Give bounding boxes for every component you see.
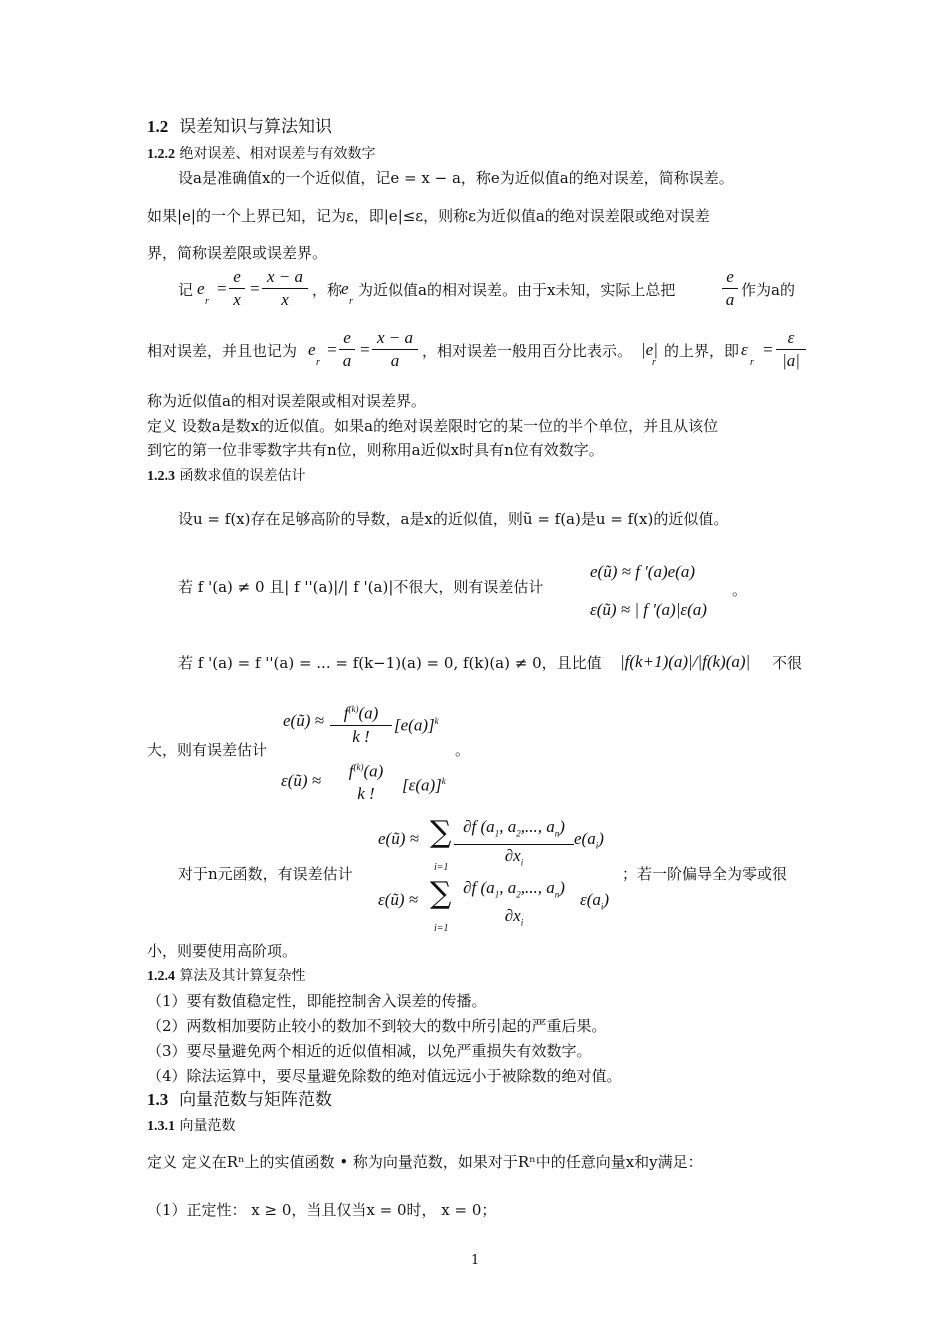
text-bu-hen: 不很	[772, 654, 803, 672]
section-heading-1-2-4: 1.2.4 算法及其计算复杂性	[147, 968, 306, 984]
math-eq: =	[326, 340, 338, 359]
fraction-fk-over-kfact: $f^{(k)}(a)$ k !	[348, 761, 384, 803]
section-heading-1-3-1: 1.3.1 向量范数	[147, 1118, 236, 1134]
math-eq: =	[249, 279, 261, 298]
paragraph-vector-norm-definition: 定义 定义在Rⁿ上的实值函数 • 称为向量范数，如果对于Rⁿ中的任意向量x和y满足：	[147, 1153, 703, 1171]
math-sub-r: r	[750, 357, 754, 368]
math-eps-u: ε(ũ) ≈	[281, 771, 322, 790]
fraction-x-minus-a-over-a: x − a a	[372, 327, 418, 372]
text-zuowei: 作为a的	[741, 281, 795, 299]
list-item: （4）除法运算中，要尽量避免除数的绝对值远远小于被除数的绝对值。	[147, 1067, 622, 1085]
page-number: 1	[471, 1253, 480, 1268]
section-heading-1-3: 1.3 向量范数与矩阵范数	[147, 1090, 333, 1110]
math-eps-u: ε(ũ) ≈	[378, 890, 419, 909]
math-eq: =	[216, 279, 228, 298]
math-eps-ai: $\varepsilon(a_i)$	[580, 890, 610, 912]
paragraph-error-bound-cont: 界，简称误差限或误差界。	[147, 244, 328, 262]
text-first-partial-zero: ；若一阶偏导全为零或很	[622, 865, 788, 883]
text-period: 。	[455, 741, 471, 759]
equation-error-bound-1: ε(ũ) ≈ | f '(a)|ε(a)	[590, 600, 707, 619]
paragraph-first-order: 若 f '(a) ≠ 0 且| f ''(a)|/| f '(a)|不很大，则有误差估计	[178, 578, 544, 596]
math-abs-er: |e|	[641, 340, 658, 359]
paragraph-multivariate: 对于n元函数，有误差估计	[178, 865, 353, 883]
math-eq: =	[762, 340, 774, 359]
math-eq: =	[359, 340, 371, 359]
paragraph-significant-digits: 定义 设数a是数x的近似值。如果a的绝对误差限时它的某一位的半个单位，并且从该位	[147, 417, 719, 435]
text-relative-error-2: 相对误差，并且也记为	[147, 342, 298, 360]
math-derivative-ratio: |f(k+1)(a)|/|f(k)(a)|	[620, 652, 751, 671]
text-ji: 记	[178, 281, 194, 299]
equation-error-estimate-1: e(ũ) ≈ f '(a)e(a)	[590, 562, 695, 581]
fraction-partial-derivative: ∂f ($a_1$, $a_2$,..., $a_n$) $\partial x_i$	[463, 878, 565, 928]
list-item: （1）要有数值稳定性，即能控制舍入误差的传播。	[147, 992, 487, 1010]
fraction-x-minus-a-over-x: x − a x	[262, 266, 308, 311]
text-cheng: ，称	[312, 281, 343, 299]
text-relative-error: 为近似值a的相对误差。由于x未知，实际上总把	[358, 281, 676, 299]
math-er: e	[197, 279, 205, 298]
fraction-eps-over-abs-a: ε |a|	[776, 327, 806, 372]
math-bracket-e: $[e(a)]^k$	[394, 715, 439, 735]
math-e-ai: $e(a_i)$	[574, 829, 604, 851]
fraction-e-over-x: e x	[229, 266, 245, 311]
paragraph-higher-order: 若 f '(a) = f ''(a) = ... = f(k−1)(a) = 0, f(k)(a) ≠ 0，且比值	[178, 654, 602, 672]
summation-index: i=1	[434, 862, 449, 873]
paragraph-relative-error-bound: 称为近似值a的相对误差限或相对误差界。	[147, 392, 426, 410]
math-er: e	[308, 340, 316, 359]
text-period: 。	[732, 581, 748, 599]
math-bracket-eps: $[\varepsilon(a)]^k$	[402, 775, 446, 795]
text-upper-bound: 的上界，即	[664, 342, 740, 360]
fraction-partial-derivative: ∂f ($a_1$, $a_2$,..., $a_n$) $\partial x_i$	[454, 816, 574, 874]
text-percent: ，相对误差一般用百分比表示。	[422, 342, 633, 360]
math-epsilon-r: ε	[741, 340, 748, 359]
section-heading-1-2-3: 1.2.3 函数求值的误差估计	[147, 468, 306, 484]
math-sub-r: r	[316, 357, 320, 368]
math-sub-r: r	[205, 296, 209, 307]
paragraph-function-eval: 设u = f(x)存在足够高阶的导数，a是x的近似值，则ũ = f(a)是u = f(x)的近似值。	[178, 510, 729, 528]
paragraph-significant-digits-cont: 到它的第一位非零数字共有n位，则称用a近似x时具有n位有效数字。	[147, 441, 604, 459]
paragraph-higher-order-terms: 小，则要使用高阶项。	[147, 942, 298, 960]
math-sub-r: r	[652, 357, 656, 368]
math-e-u: e(ũ) ≈	[283, 711, 324, 730]
list-item: （3）要尽量避免两个相近的近似值相减，以免严重损失有效数字。	[147, 1042, 592, 1060]
summation-symbol: ∑	[430, 815, 452, 850]
fraction-e-over-a: e a	[722, 266, 738, 311]
summation-symbol: ∑	[430, 876, 452, 911]
fraction-fk-over-kfact: $f^{(k)}(a)$ k !	[330, 698, 392, 748]
section-heading-1-2-2: 1.2.2 绝对误差、相对误差与有效数字	[147, 146, 376, 162]
math-er: e	[341, 279, 349, 298]
math-e-u: e(ũ) ≈	[378, 829, 419, 848]
paragraph-positive-definite: （1）正定性： x ≥ 0，当且仅当x = 0时， x = 0；	[147, 1201, 497, 1219]
paragraph-error-bound: 如果|e|的一个上界已知，记为ε，即|e|≤ε，则称ε为近似值a的绝对误差限或绝对误差	[147, 207, 710, 225]
section-heading-1-2: 1.2 误差知识与算法知识	[147, 117, 333, 137]
paragraph-absolute-error: 设a是准确值x的一个近似值，记e = x − a，称e为近似值a的绝对误差，简称误差。	[178, 169, 734, 187]
list-item: （2）两数相加要防止较小的数加不到较大的数中所引起的严重后果。	[147, 1017, 607, 1035]
math-sub-r: r	[349, 296, 353, 307]
summation-index: i=1	[434, 923, 449, 934]
fraction-e-over-a: e a	[339, 327, 355, 372]
paragraph-then-estimate: 大，则有误差估计	[147, 741, 268, 759]
